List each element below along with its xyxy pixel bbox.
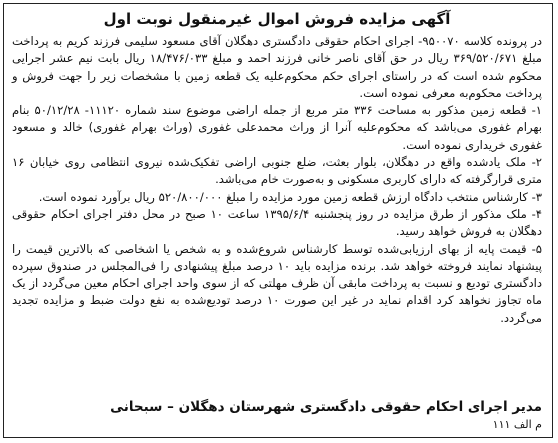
notice-footer [12,397,542,435]
notice-intro: در پرونده کلاسه ۹۵۰۰۷۰- اجرای احکام حقوقی دادگستری دهگلان آقای مسعود سلیمی فرزند کریم به پرداخت مبلغ ۳۶۹/۵۲۰/۶۷۱ ریال در حق آقای ناصر خانی فرزند احمد و مبلغ ۱۸/۴۷۶/۰۳۳ ریال بابت نیم عشر اجرایی محکوم شده است که در راستای اجرای حکم محکوم‌علیه یک قطعه زمین با مشخصات زیر را جهت فروش و پرداخت محکوم‌به معرفی نموده است. [12,34,542,100]
auction-notice [3,3,553,438]
notice-title: آگهی مزایده فروش اموال غیرمنقول نوبت اول [103,10,451,28]
signature-line: مدیر اجرای احکام حقوقی دادگستری شهرستان دهگلان – سبحانی [110,399,542,415]
notice-item-3: ۳- کارشناس منتخب دادگاه ارزش قطعه زمین مورد مزایده را مبلغ ۵۲۰/۸۰۰/۰۰۰ ریال برآورد نموده است. [38,189,542,204]
notice-item-1: ۱- قطعه زمین مذکور به مساحت ۳۳۶ متر مربع از جمله اراضی موضوع سند شماره ۱۱۱۲۰- ۵۰/۱۲/۲۸ بنام بهرام غفوری می‌باشد که محکوم‌علیه آنرا از وراث محمدعلی غفوری (وراث بهرام غفوری) خالد و مسعود غفوری خریداری نموده است. [12,103,543,152]
notice-item-2: ۲- ملک یادشده واقع در دهگلان، بلوار بعثت، ضلع جنوبی اراضی تفکیک‌شده نیروی انتظامی روی خیابان ۱۶ متری قرارگرفته که دارای کاربری مسکونی و به‌صورت خام می‌باشد. [12,155,542,187]
notice-body [12,33,542,327]
notice-item-5: ۵- قیمت پایه از بهای ارزیابی‌شده توسط کارشناس شروع‌شده و به شخص یا اشخاصی که بالاترین قیمت را پیشنهاد نمایند فروخته خواهد شد. برنده مزایده باید ۱۰ درصد مبلغ پیشنهادی را فی‌المجلس در صندوق سپرده دادگستری تودیع و نسبت به پرداخت مابقی آن ظرف مهلتی که از سوی واحد اجرای احکام معین می‌گردد از یک ماه تجاوز نخواهد کرد اقدام نماید در غیر این صورت ۱۰ درصد تودیع‌شده به نفع دولت ضبط و مزایده تجدید می‌گردد. [12,241,542,325]
notice-item-4: ۴- ملک مذکور از طرق مزایده در روز پنجشنبه ۱۳۹۵/۶/۴ ساعت ۱۰ صبح در محل دفتر اجرای احکام حقوقی دهگلان به فروش خواهد رسید. [12,206,542,239]
reference-number: م الف ۱۱۱ [492,418,542,431]
